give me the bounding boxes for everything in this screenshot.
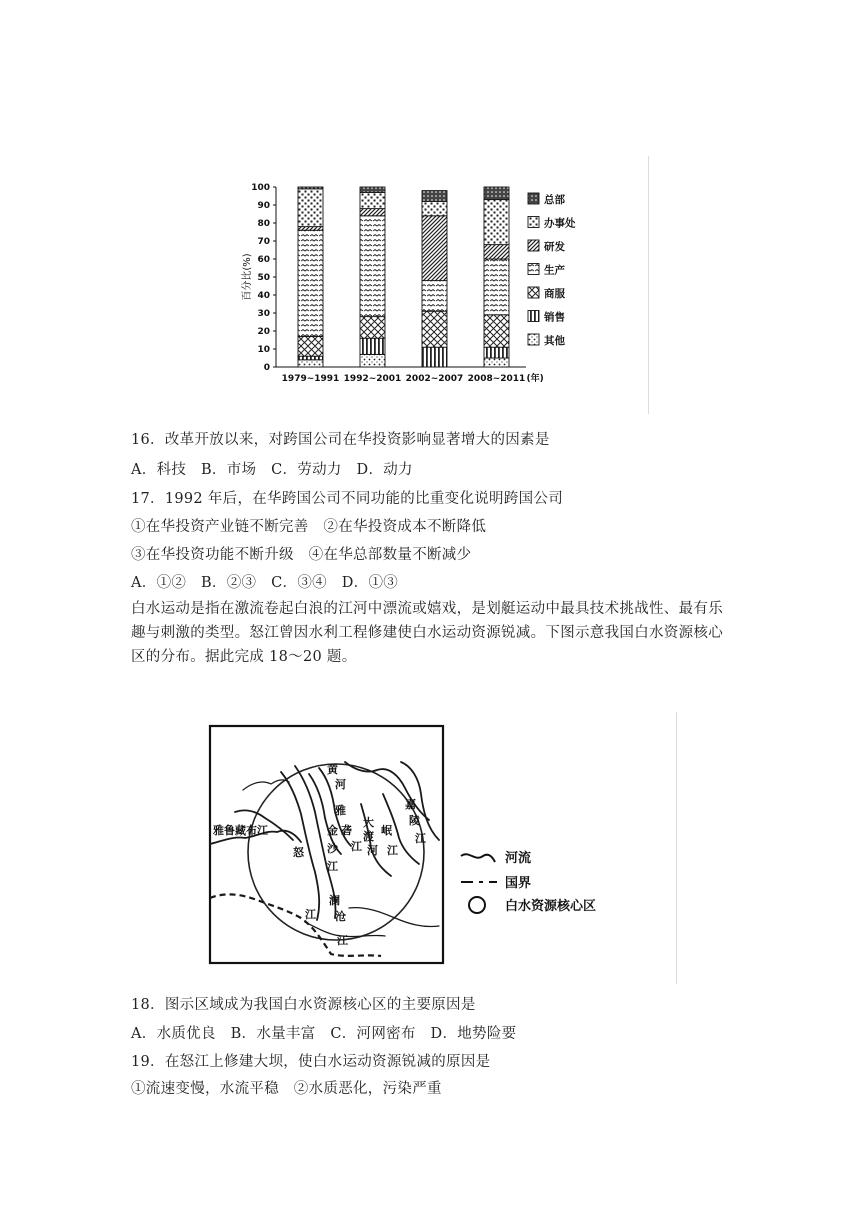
legend-core-symbol — [469, 897, 485, 913]
y-tick-label: 100 — [251, 183, 270, 193]
bar-segment-研发 — [422, 216, 447, 281]
label-yalong-1: 雅 — [335, 804, 346, 817]
bar-segment-生产 — [484, 259, 509, 315]
legend-label: 商服 — [544, 288, 565, 300]
bar-segment-其他 — [484, 358, 509, 367]
legend-swatch-研发 — [528, 240, 539, 251]
label-jialing-3: 江 — [415, 832, 426, 845]
q19-stem: 19．在怒江上修建大坝，使白水运动资源锐减的原因是 — [131, 1054, 491, 1070]
x-tick-label: 2008~2011 — [467, 374, 526, 384]
label-dadu-2: 渡 — [363, 830, 374, 843]
whitewater-map — [205, 722, 675, 972]
legend-swatch-商服 — [528, 287, 539, 298]
q17-statement-2: ③在华投资功能不断升级 ④在华总部数量不断减少 — [131, 547, 472, 563]
label-dadu-3: 河 — [367, 844, 378, 857]
bar-segment-总部 — [298, 187, 323, 189]
legend-river-label: 河流 — [505, 851, 532, 866]
label-jialing-1: 嘉 — [405, 798, 416, 811]
bar-segment-生产 — [298, 230, 323, 336]
y-tick-label: 20 — [257, 327, 270, 337]
chart-bars — [298, 187, 509, 367]
q16-stem: 16．改革开放以来，对跨国公司在华投资影响显著增大的因素是 — [131, 432, 550, 448]
legend-label: 销售 — [544, 311, 565, 324]
stacked-bar-chart — [238, 178, 618, 393]
bar-segment-办事处 — [422, 201, 447, 215]
legend-label: 办事处 — [544, 217, 576, 230]
legend-label: 生产 — [544, 264, 565, 277]
legend-river-symbol — [461, 854, 495, 862]
y-tick-label: 80 — [257, 219, 270, 229]
x-unit-label: (年) — [526, 374, 544, 384]
label-lancang-1: 澜 — [329, 894, 340, 907]
bar-segment-商服 — [422, 311, 447, 347]
bar-segment-商服 — [298, 336, 323, 356]
q17-stem: 17．1992 年后，在华跨国公司不同功能的比重变化说明跨国公司 — [131, 491, 564, 507]
legend-core-label: 白水资源核心区 — [505, 899, 597, 914]
chart-divider — [648, 156, 649, 414]
y-tick-label: 50 — [257, 273, 270, 283]
legend-label: 总部 — [544, 194, 565, 206]
whitewater-intro: 白水运动是指在激流卷起白浪的江河中漂流或嬉戏，是划艇运动中最具技术挑战性、最有乐趣与刺激的类型。怒江曾因水利工程修建使白水运动资源锐减。下图示意我国白水资源核心区的分布。据此完成 18～20 题。 — [131, 601, 723, 665]
label-jinsha-3: 江 — [327, 860, 338, 873]
q16-options: A．科技 B．市场 C．劳动力 D．动力 — [131, 462, 413, 478]
chart-legend — [528, 193, 576, 347]
x-tick-label: 1992~2001 — [343, 374, 402, 384]
label-nu-1: 怒 — [293, 846, 304, 859]
bar-segment-办事处 — [360, 192, 385, 208]
bar-segment-总部 — [422, 191, 447, 202]
bar-segment-其他 — [298, 360, 323, 367]
bar-segment-生产 — [422, 281, 447, 312]
label-min-1: 岷 — [381, 824, 392, 837]
label-jinsha-1: 金 — [327, 824, 338, 837]
x-tick-label: 2002~2007 — [405, 374, 464, 384]
y-axis-label: 百分比(%) — [242, 253, 253, 301]
y-tick-label: 0 — [263, 363, 270, 373]
bar-segment-生产 — [360, 216, 385, 317]
label-huanghe-1: 黄 — [327, 763, 338, 776]
bar-segment-研发 — [360, 209, 385, 216]
bar-segment-销售 — [484, 347, 509, 358]
bar-segment-办事处 — [298, 189, 323, 227]
bar-segment-总部 — [360, 187, 385, 192]
label-lancang-2: 沧 — [335, 910, 346, 923]
bar-segment-销售 — [422, 347, 447, 367]
label-jiang-after-long: 江 — [351, 840, 362, 853]
bar-segment-商服 — [484, 315, 509, 347]
legend-border-label: 国界 — [505, 876, 532, 891]
q17-options: A．①② B．②③ C．③④ D．①③ — [131, 575, 399, 591]
y-tick-label: 10 — [257, 345, 270, 355]
bar-segment-办事处 — [484, 200, 509, 245]
label-yalong-2: 砻 — [341, 824, 352, 837]
label-nu-2: 江 — [305, 908, 316, 921]
label-dadu-1: 大 — [363, 816, 374, 829]
legend-swatch-总部 — [528, 193, 539, 204]
x-tick-label: 1979~1991 — [281, 374, 340, 384]
bar-segment-总部 — [484, 187, 509, 200]
legend-swatch-生产 — [528, 264, 539, 275]
label-jinsha-2: 沙 — [327, 842, 338, 855]
legend-swatch-其他 — [528, 334, 539, 345]
map-divider — [676, 712, 677, 984]
q19-statement-1: ①流速变慢，水流平稳 ②水质恶化，污染严重 — [131, 1081, 442, 1097]
label-min-2: 江 — [387, 844, 398, 857]
y-tick-label: 40 — [257, 291, 270, 301]
q18-options: A．水质优良 B．水量丰富 C．河网密布 D．地势险要 — [131, 1026, 517, 1042]
y-tick-label: 60 — [257, 255, 270, 265]
legend-swatch-办事处 — [528, 217, 539, 228]
y-tick-label: 90 — [257, 201, 270, 211]
label-huanghe-2: 河 — [335, 778, 346, 791]
legend-swatch-销售 — [528, 311, 539, 322]
q17-statement-1: ①在华投资产业链不断完善 ②在华投资成本不断降低 — [131, 519, 487, 535]
label-lancang-3: 江 — [337, 934, 348, 947]
y-tick-label: 30 — [257, 309, 270, 319]
bar-segment-研发 — [298, 227, 323, 231]
q18-stem: 18．图示区域成为我国白水资源核心区的主要原因是 — [131, 997, 476, 1013]
y-tick-label: 70 — [257, 237, 270, 247]
bar-segment-销售 — [360, 338, 385, 354]
bar-segment-商服 — [360, 317, 385, 339]
label-yarlung: 雅鲁藏布江 — [213, 824, 268, 837]
bar-segment-研发 — [484, 245, 509, 259]
bar-segment-其他 — [360, 354, 385, 367]
legend-label: 研发 — [544, 241, 565, 253]
map-legend — [461, 850, 596, 914]
legend-label: 其他 — [544, 335, 565, 347]
label-jialing-2: 陵 — [409, 814, 420, 827]
bar-segment-销售 — [298, 356, 323, 360]
